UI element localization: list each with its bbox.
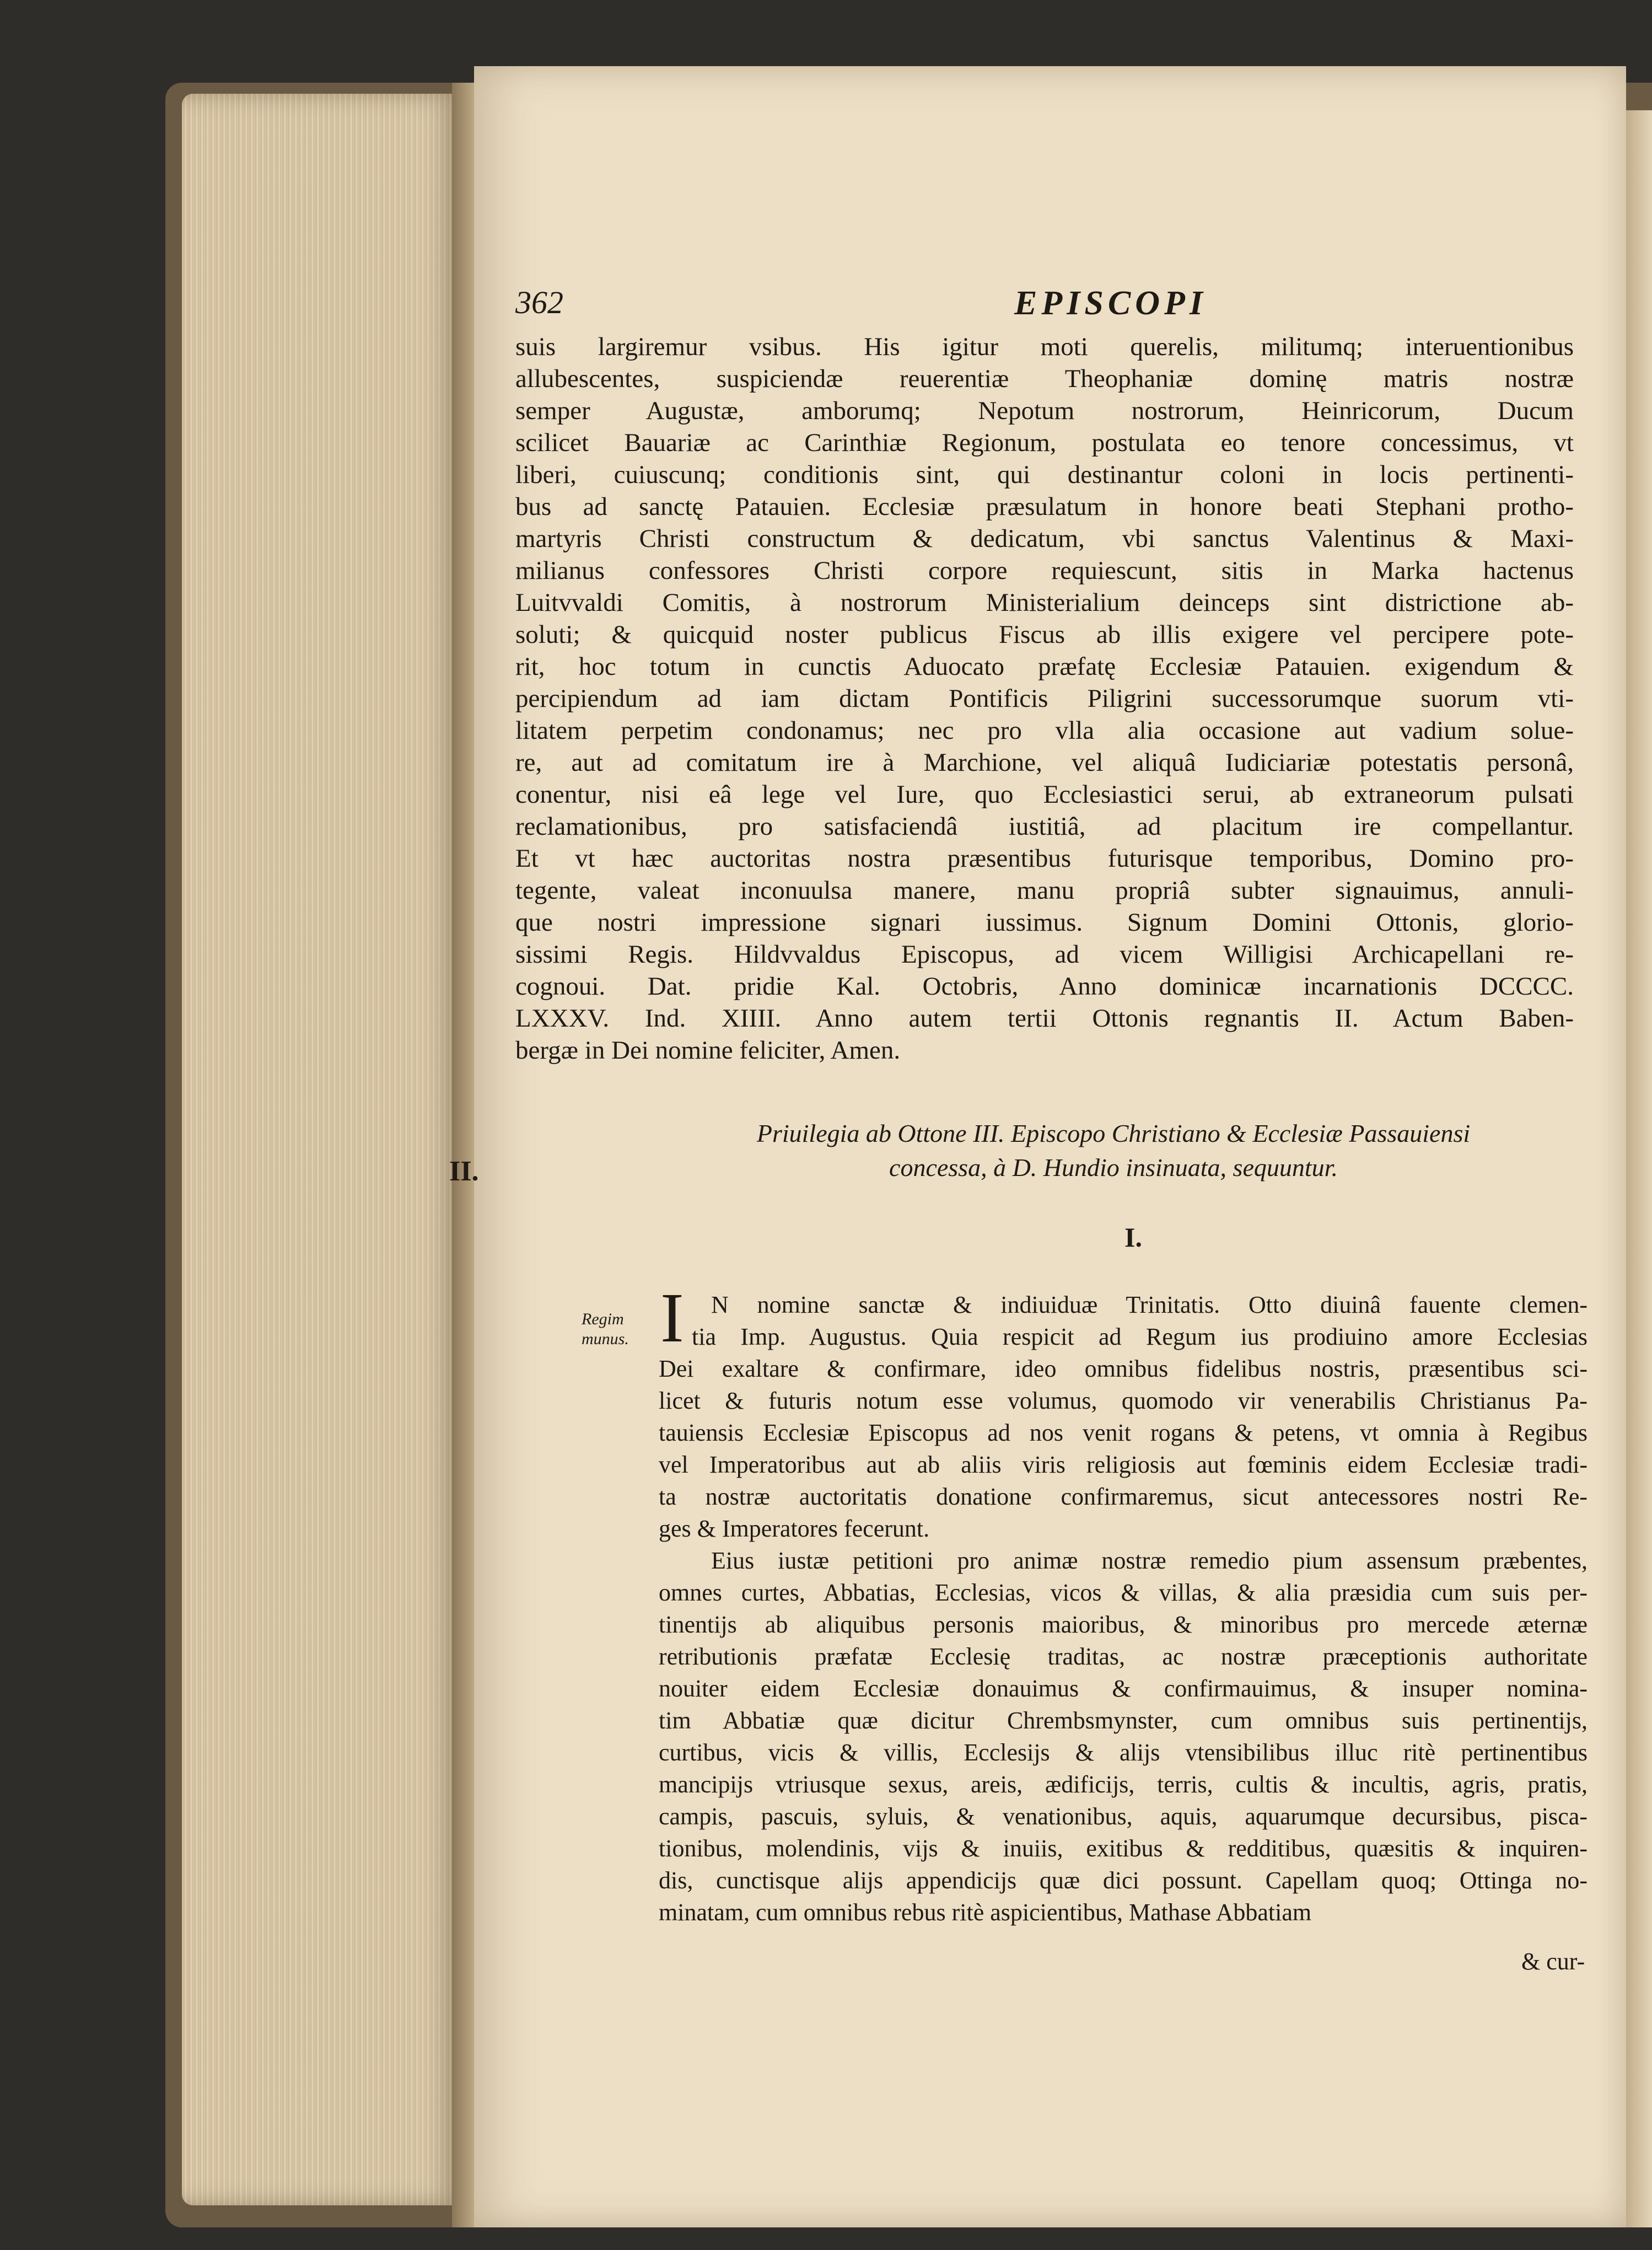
- text-line: suis largiremur vsibus. His igitur moti querelis, militumq; interuentionibus: [515, 332, 1574, 361]
- text-line: N nomine sanctæ & indiuiduæ Trinitatis. Otto diuinâ fauente clemen-: [711, 1291, 1588, 1318]
- text-line: bus ad sanctę Patauien. Ecclesiæ præsulatum in honore beati Stephani protho-: [515, 492, 1574, 521]
- margin-section-number: II.: [449, 1156, 479, 1187]
- text-line: allubescentes, suspiciendæ reuerentiæ Theophaniæ dominę matris nostræ: [515, 364, 1574, 393]
- section-heading-line: concessa, à D. Hundio insinuata, sequuntur.: [889, 1153, 1338, 1182]
- text-line: Luitvvaldi Comitis, à nostrorum Ministerialium deinceps sint districtione ab-: [515, 588, 1574, 617]
- text-line: liberi, cuiuscunq; conditionis sint, qui destinantur coloni in locis pertinenti-: [515, 460, 1574, 489]
- running-title: EPISCOPI: [1014, 284, 1207, 322]
- text-line: tionibus, molendinis, vijs & inuiis, exitibus & redditibus, quæsitis & inquiren-: [659, 1835, 1588, 1862]
- text-line: retributionis præfatæ Ecclesię traditas, ac nostræ præceptionis authoritate: [659, 1643, 1588, 1670]
- text-line: tegente, valeat inconuulsa manere, manu propriâ subter signauimus, annuli-: [515, 876, 1574, 905]
- text-line: sissimi Regis. Hildvvaldus Episcopus, ad vicem Willigisi Archicapellani re-: [515, 940, 1574, 969]
- section-heading: [650, 1116, 1576, 1185]
- text-line: vel Imperatoribus aut ab aliis viris religiosis aut fœminis eidem Ecclesiæ tradi-: [659, 1451, 1588, 1478]
- text-line: ta nostræ auctoritatis donatione confirmaremus, sicut antecessores nostri Re-: [659, 1483, 1588, 1510]
- text-line: rit, hoc totum in cunctis Aduocato præfatę Ecclesiæ Patauien. exigendum &: [515, 652, 1574, 681]
- text-line: reclamationibus, pro satisfaciendâ iustitiâ, ad placitum ire compellantur.: [515, 812, 1574, 841]
- text-line: tia Imp. Augustus. Quia respicit ad Regum ius prodiuino amore Ecclesias: [692, 1323, 1588, 1350]
- catchword: & cur-: [1521, 1948, 1585, 1975]
- margin-note-line: munus.: [582, 1330, 629, 1348]
- running-head: [474, 284, 1626, 328]
- section-number: I.: [1124, 1222, 1142, 1253]
- text-line: soluti; & quicquid noster publicus Fiscus ab illis exigere vel percipere pote-: [515, 620, 1574, 649]
- text-line: Dei exaltare & confirmare, ideo omnibus fidelibus nostris, præsentibus sci-: [659, 1355, 1588, 1382]
- text-line: omnes curtes, Abbatias, Ecclesias, vicos & villas, & alia præsidia cum suis per-: [659, 1579, 1588, 1606]
- text-line: milianus confessores Christi corpore requiescunt, sitis in Marka hactenus: [515, 556, 1574, 585]
- margin-note-line: Regim: [582, 1310, 624, 1328]
- text-line: scilicet Bauariæ ac Carinthiæ Regionum, postulata eo tenore concessimus, vt: [515, 428, 1574, 457]
- text-line: tauiensis Ecclesiæ Episcopus ad nos venit rogans & petens, vt omnia à Regibus: [659, 1419, 1588, 1446]
- text-line: conentur, nisi eâ lege vel Iure, quo Ecclesiastici serui, ab extraneorum pulsati: [515, 780, 1574, 809]
- text-line: martyris Christi constructum & dedicatum, vbi sanctus Valentinus & Maxi-: [515, 524, 1574, 553]
- text-line: ges & Imperatores fecerunt.: [659, 1515, 930, 1542]
- text-line: LXXXV. Ind. XIIII. Anno autem tertii Ottonis regnantis II. Actum Baben-: [515, 1004, 1574, 1033]
- text-line: re, aut ad comitatum ire à Marchione, vel aliquâ Iudiciariæ potestatis personâ,: [515, 748, 1574, 777]
- text-line: licet & futuris notum esse volumus, quomodo vir venerabilis Christianus Pa-: [659, 1387, 1588, 1414]
- text-line: minatam, cum omnibus rebus ritè aspicientibus, Mathase Abbatiam: [659, 1899, 1312, 1926]
- text-line: bergæ in Dei nomine feliciter, Amen.: [515, 1036, 901, 1065]
- text-line: semper Augustæ, amborumq; Nepotum nostrorum, Heinricorum, Ducum: [515, 396, 1574, 425]
- page-edges: [182, 94, 463, 2205]
- text-line: tim Abbatiæ quæ dicitur Chrembsmynster, cum omnibus suis pertinentijs,: [659, 1707, 1588, 1734]
- text-line: percipiendum ad iam dictam Pontificis Piligrini successorumque suorum vti-: [515, 684, 1574, 713]
- text-line: tinentijs ab aliquibus personis maioribus, & minoribus pro mercede æternæ: [659, 1611, 1588, 1638]
- text-line: nouiter eidem Ecclesiæ donauimus & confirmauimus, & insuper nomina-: [659, 1675, 1588, 1702]
- margin-note: [582, 1309, 629, 1349]
- body-text: [515, 331, 1574, 1066]
- text-line: litatem perpetim condonamus; nec pro vlla alia occasione aut vadium solue-: [515, 716, 1574, 745]
- text-line: Et vt hæc auctoritas nostra præsentibus futurisque temporibus, Domino pro-: [515, 844, 1574, 873]
- page-number: 362: [515, 284, 563, 320]
- text-line: que nostri impressione signari iussimus. Signum Domini Ottonis, glorio-: [515, 908, 1574, 937]
- page: [449, 66, 1626, 2227]
- text-line: curtibus, vicis & villis, Ecclesijs & alijs vtensibilibus illuc ritè pertinentibus: [659, 1739, 1588, 1766]
- text-line: Eius iustæ petitioni pro animæ nostræ remedio pium assensum præbentes,: [711, 1547, 1588, 1574]
- text-line: dis, cunctisque alijs appendicijs quæ dici possunt. Capellam quoq; Ottinga no-: [659, 1867, 1588, 1894]
- text-line: cognoui. Dat. pridie Kal. Octobris, Anno dominicæ incarnationis DCCCC.: [515, 972, 1574, 1001]
- section-heading-line: Priuilegia ab Ottone III. Episcopo Christiano & Ecclesiæ Passauiensi: [756, 1119, 1471, 1147]
- text-line: mancipijs vtriusque sexus, areis, ædificijs, terris, cultis & incultis, agris, pratis,: [659, 1771, 1588, 1798]
- charter-text: [659, 1289, 1588, 1929]
- drop-cap: I: [660, 1279, 684, 1357]
- text-line: campis, pascuis, syluis, & venationibus, aquis, aquarumque decursibus, pisca-: [659, 1803, 1588, 1830]
